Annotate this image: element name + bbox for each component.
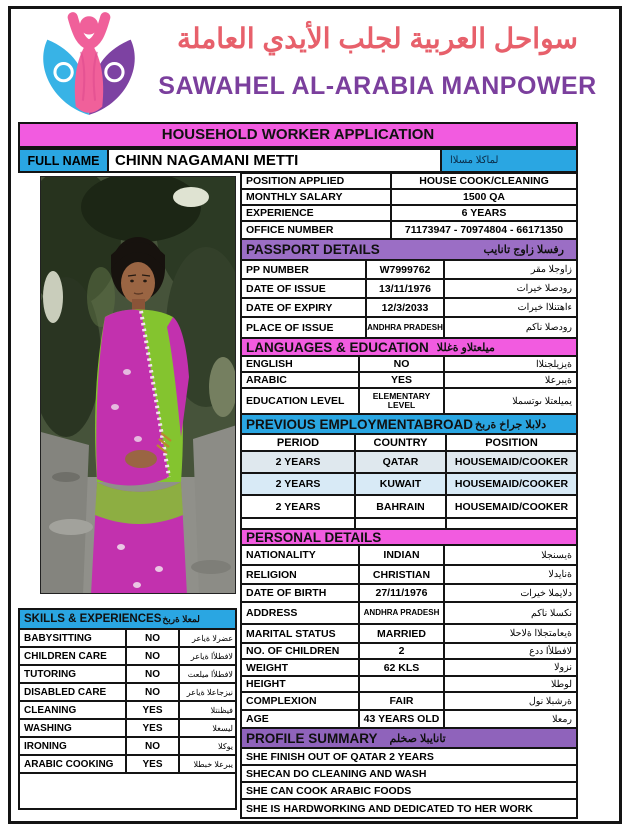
country-cell: BAHRAIN xyxy=(356,496,447,517)
field-label: MARITAL STATUS xyxy=(242,625,360,642)
info-value: HOUSE COOK/CLEANING xyxy=(419,175,549,187)
info-label: MONTHLY SALARY xyxy=(242,190,392,204)
field-label-arabic: لافطلأا ددع xyxy=(529,645,572,657)
field-label-arabic: ةرشبلا نول xyxy=(528,695,572,707)
country-cell: QATAR xyxy=(356,452,447,472)
employment-header xyxy=(242,415,576,435)
field-value: 27/11/1976 xyxy=(360,585,445,601)
info-value: 1500 QA xyxy=(462,191,506,203)
section-title: PREVIOUS EMPLOYMENTABROAD xyxy=(246,416,474,432)
employment-row xyxy=(242,474,576,496)
table-row xyxy=(242,585,576,603)
field-value: ANDHRA PRADESH xyxy=(367,318,445,337)
company-name-english: SAWAHEL AL-ARABIA MANPOWER xyxy=(158,72,597,100)
info-label: EXPERIENCE xyxy=(242,206,392,220)
applicant-photo xyxy=(40,176,236,594)
info-label: POSITION APPLIED xyxy=(242,174,392,188)
position-info-table xyxy=(240,172,578,240)
skills-section xyxy=(18,608,237,810)
info-value: 6 YEARS xyxy=(461,207,507,219)
field-label: PP NUMBER xyxy=(242,261,367,278)
table-row xyxy=(242,603,576,625)
company-name-arabic: سواحل العربية لجلب الأيدي العاملة xyxy=(176,23,578,54)
section-title-arabic: دلابلا جراخ ةربخ xyxy=(475,418,547,431)
section-title: PROFILE SUMMARY xyxy=(246,730,378,746)
field-label: ENGLISH xyxy=(242,357,360,371)
skill-label-arabic: يوكلا xyxy=(218,741,233,751)
section-title-arabic: لمعلا ةربخ xyxy=(162,613,200,624)
table-row xyxy=(242,190,576,206)
summary-line: SHECAN DO CLEANING AND WASH xyxy=(242,766,576,783)
passport-header xyxy=(242,240,576,261)
full-name-label-arabic: لماكلا مسلاا xyxy=(440,150,576,171)
employment-row xyxy=(242,496,576,519)
field-label-arabic: يميلعتلا ىوتسملا xyxy=(512,395,572,407)
field-label-arabic: نكسلا ناكم xyxy=(530,607,572,619)
field-label-arabic: رودصلا ناكم xyxy=(525,322,572,333)
table-row xyxy=(242,389,576,413)
table-row xyxy=(242,546,576,566)
column-header: POSITION xyxy=(485,436,538,449)
field-label-arabic: ةيسنجلا xyxy=(541,549,572,561)
skill-value: NO xyxy=(127,666,180,682)
field-label: COMPLEXION xyxy=(242,693,360,709)
skills-header xyxy=(20,610,235,630)
skill-row xyxy=(20,756,235,774)
field-label: EDUCATION LEVEL xyxy=(242,389,360,413)
skill-label: WASHING xyxy=(20,720,127,736)
skill-value: NO xyxy=(127,684,180,700)
skill-row xyxy=(20,684,235,702)
section-title: PASSPORT DETAILS xyxy=(246,242,380,257)
table-row xyxy=(242,644,576,660)
position-cell: HOUSEMAID/COOKER xyxy=(454,500,569,513)
field-label: WEIGHT xyxy=(242,660,360,675)
field-value: INDIAN xyxy=(360,546,445,564)
skill-label: ARABIC COOKING xyxy=(20,756,127,772)
field-label-arabic: ةنايدلا xyxy=(548,569,572,580)
skill-label: DISABLED CARE xyxy=(20,684,127,700)
field-value: FAIR xyxy=(360,693,445,709)
field-label-arabic: ةيزيلجنلاا xyxy=(536,358,572,370)
field-label: DATE OF ISSUE xyxy=(242,280,367,297)
field-label: AGE xyxy=(242,711,360,727)
field-label: ARABIC xyxy=(242,373,360,387)
section-title: SKILLS & EXPERIENCES xyxy=(24,613,162,625)
skill-label-arabic: نيزجاعلا ةياعر xyxy=(186,687,233,697)
summary-line: SHE IS HARDWORKING AND DEDICATED TO HER WORK xyxy=(246,802,533,815)
table-row xyxy=(242,660,576,677)
field-label: PLACE OF ISSUE xyxy=(242,318,367,337)
info-value: 71173947 - 70974804 - 66171350 xyxy=(404,224,564,236)
field-value: 62 KLS xyxy=(360,660,445,675)
info-label: OFFICE NUMBER xyxy=(242,222,392,238)
skill-label-arabic: عضرلا ةياعر xyxy=(192,633,233,643)
company-logo-icon xyxy=(28,11,150,117)
field-value xyxy=(360,677,445,691)
skill-value: NO xyxy=(127,630,180,646)
field-value: W7999762 xyxy=(367,261,445,278)
field-label: DATE OF BIRTH xyxy=(242,585,360,601)
summary-line: SHE CAN COOK ARABIC FOODS xyxy=(242,783,576,800)
skill-value: NO xyxy=(127,738,180,754)
field-value: ANDHRA PRADESH xyxy=(360,603,445,623)
skill-label-arabic: لافطلأا ميلعت xyxy=(187,669,233,679)
employment-column-headers xyxy=(242,435,576,452)
field-value: 12/3/2033 xyxy=(367,299,445,316)
skill-row xyxy=(20,720,235,738)
skill-label: IRONING xyxy=(20,738,127,754)
employment-row xyxy=(242,452,576,474)
skill-label: BABYSITTING xyxy=(20,630,127,646)
skill-value: YES xyxy=(127,720,180,736)
profile-summary-header xyxy=(242,729,576,749)
table-row xyxy=(242,318,576,337)
field-label-arabic: دلايملا خيرات xyxy=(520,587,572,599)
field-label-arabic: لوطلا xyxy=(550,678,572,690)
field-label: ADDRESS xyxy=(242,603,360,623)
field-label-arabic: زاوجلا مقر xyxy=(530,264,572,275)
field-label-arabic: ةيعامتجلاا ةلاحلا xyxy=(509,628,572,639)
section-title-arabic: رفسلا زاوج تانايب xyxy=(483,244,564,256)
table-row xyxy=(242,711,576,727)
summary-line: SHE FINISH OUT OF QATAR 2 YEARS xyxy=(242,749,576,766)
skill-row xyxy=(20,630,235,648)
skill-label: CHILDREN CARE xyxy=(20,648,127,664)
field-value: 43 YEARS OLD xyxy=(360,711,445,727)
details-column xyxy=(240,172,578,819)
field-label: RELIGION xyxy=(242,566,360,583)
table-row xyxy=(242,206,576,222)
section-title-arabic: تانايبلا صخلم xyxy=(389,732,446,745)
table-row xyxy=(242,222,576,238)
employment-row-empty xyxy=(242,519,576,528)
table-row xyxy=(242,280,576,299)
table-row xyxy=(242,174,576,190)
full-name-label: FULL NAME xyxy=(20,150,109,171)
field-value: NO xyxy=(360,357,445,371)
field-label-arabic: رودصلا خيرات xyxy=(516,283,572,294)
passport-section xyxy=(240,240,578,339)
field-value: YES xyxy=(360,373,445,387)
skill-label-arabic: ليسغلا xyxy=(212,723,233,733)
skill-row xyxy=(20,702,235,720)
skill-value: YES xyxy=(127,756,180,772)
skill-row xyxy=(20,738,235,756)
period-cell: 2 YEARS xyxy=(242,496,356,517)
field-value: CHRISTIAN xyxy=(360,566,445,583)
application-title: HOUSEHOLD WORKER APPLICATION xyxy=(18,122,578,148)
skill-row-empty xyxy=(20,774,235,808)
position-cell: HOUSEMAID/COOKER xyxy=(454,456,569,468)
field-value: ELEMENTARY LEVEL xyxy=(360,389,445,413)
table-row xyxy=(242,261,576,280)
period-cell: 2 YEARS xyxy=(242,452,356,472)
languages-header xyxy=(242,339,576,357)
skill-label-arabic: لافطلأا ةياعر xyxy=(190,651,233,661)
section-title: LANGUAGES & EDUCATION xyxy=(246,339,429,355)
skill-value: YES xyxy=(127,702,180,718)
section-title: PERSONAL DETAILS xyxy=(246,529,382,545)
position-cell: HOUSEMAID/COOKER xyxy=(454,478,569,490)
table-row xyxy=(242,693,576,711)
skill-label-arabic: يبرعلا خبطلا xyxy=(193,759,233,769)
personal-header xyxy=(242,530,576,546)
skill-label: TUTORING xyxy=(20,666,127,682)
column-header: COUNTRY xyxy=(356,435,447,450)
personal-section xyxy=(240,530,578,729)
field-label-arabic: ءاهتنلاا خيرات xyxy=(517,302,572,313)
field-label: HEIGHT xyxy=(242,677,360,691)
skill-label-arabic: فيظنتلا xyxy=(210,705,233,715)
full-name-row xyxy=(18,148,578,173)
field-value: 2 xyxy=(360,644,445,658)
table-row xyxy=(242,677,576,693)
table-row xyxy=(242,357,576,373)
languages-section xyxy=(240,339,578,415)
table-row xyxy=(242,566,576,585)
field-label: NATIONALITY xyxy=(242,546,360,564)
period-cell: 2 YEARS xyxy=(242,474,356,494)
employment-section xyxy=(240,415,578,530)
skill-value: NO xyxy=(127,648,180,664)
column-header: PERIOD xyxy=(242,435,356,450)
field-value: 13/11/1976 xyxy=(367,280,445,297)
profile-summary-section xyxy=(240,729,578,819)
skill-row xyxy=(20,648,235,666)
table-row xyxy=(242,625,576,644)
table-row xyxy=(242,373,576,389)
section-title-arabic: ميلعتلاو ةغللا xyxy=(436,341,495,354)
country-cell: KUWAIT xyxy=(356,474,447,494)
skill-row xyxy=(20,666,235,684)
field-value: MARRIED xyxy=(360,625,445,642)
field-label: DATE OF EXPIRY xyxy=(242,299,367,316)
field-label-arabic: ةيبرعلا xyxy=(544,374,572,386)
full-name-value: CHINN NAGAMANI METTI xyxy=(109,150,440,171)
field-label-arabic: رمعلا xyxy=(552,713,572,725)
field-label: NO. OF CHILDREN xyxy=(242,644,360,658)
field-label-arabic: نزولا xyxy=(554,662,572,673)
table-row xyxy=(242,299,576,318)
skill-label: CLEANING xyxy=(20,702,127,718)
